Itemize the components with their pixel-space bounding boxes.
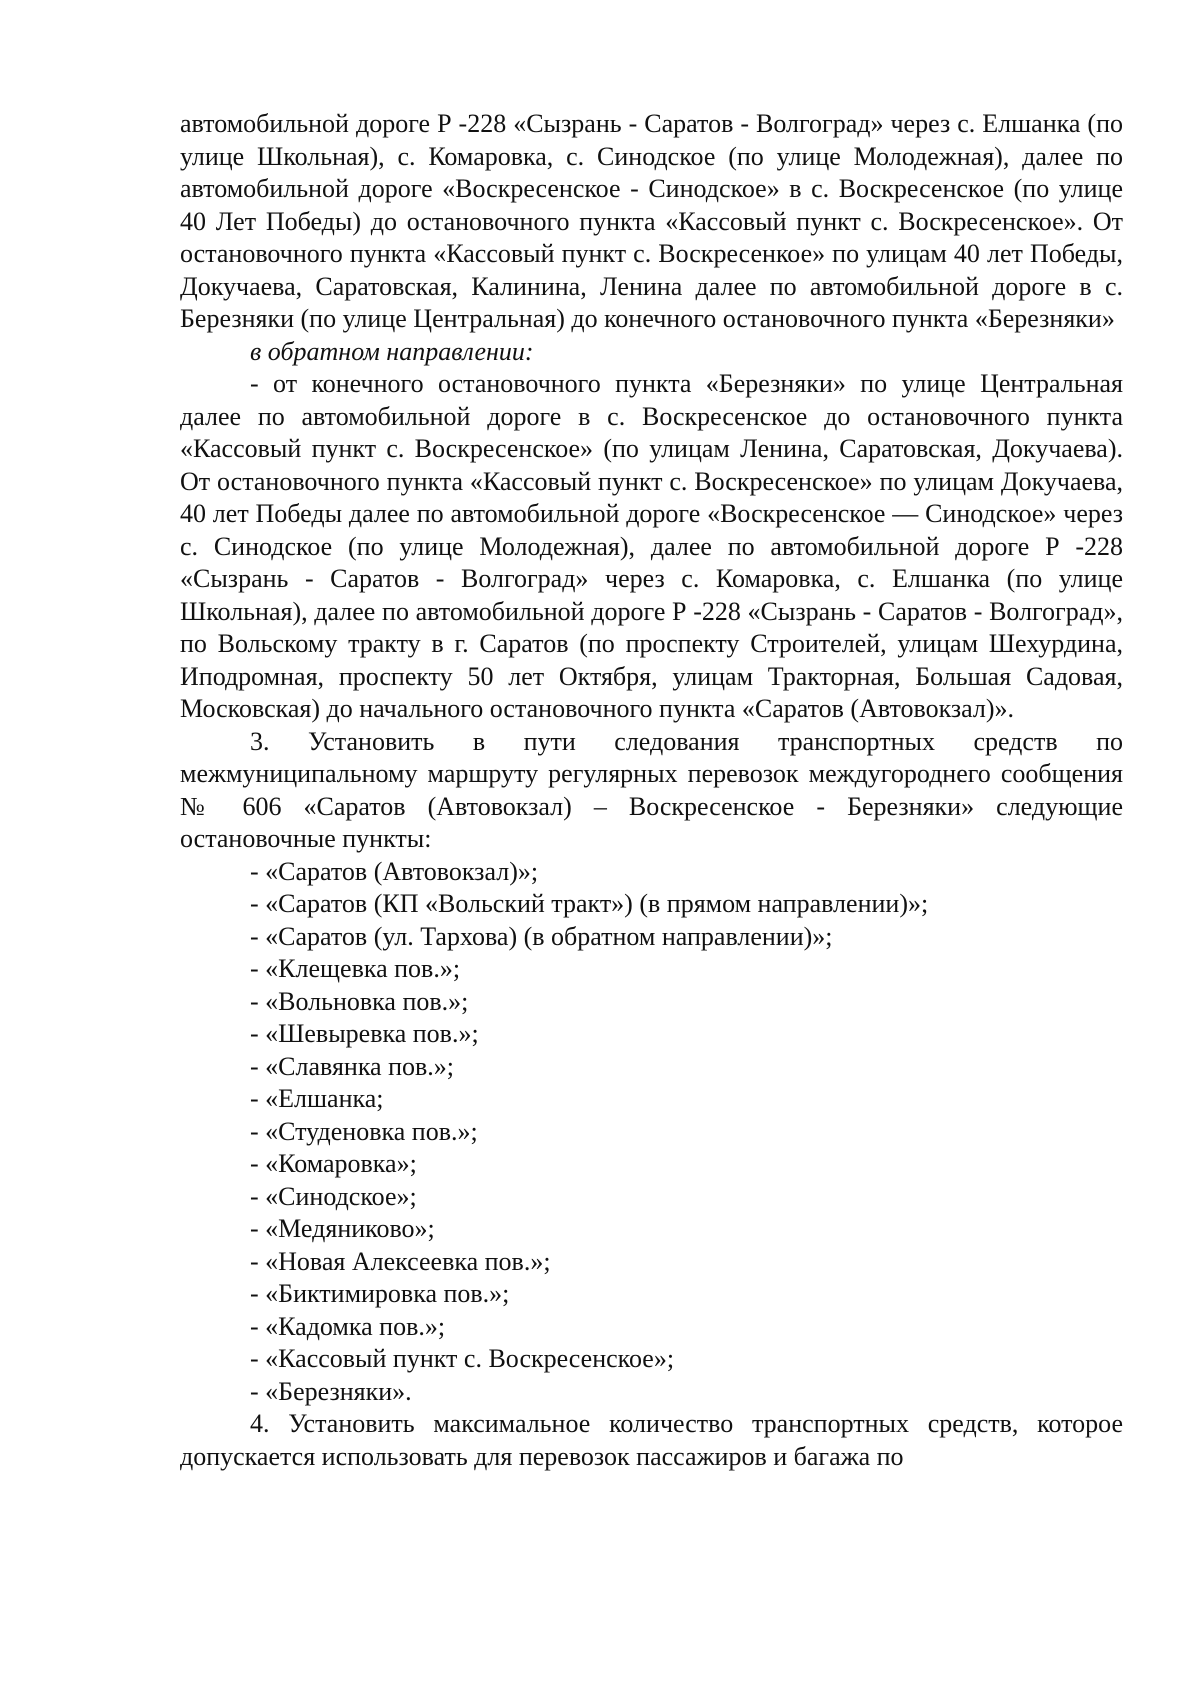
route-forward-paragraph: автомобильной дороге Р -228 «Сызрань - Саратов - Волгоград» через с. Елшанка (по улице Школьная), с. Комаровка, с. Синодское (по улице Молодежная), далее по автомобильной дороге «Воскресенское - Синодское» в с. Воскресенское (по улице 40 Лет Победы) до остановочного пункта «Кассовый пункт с. Воскресенское». От остановочного пункта «Кассовый пункт с. Воскресенкое» по улицам 40 лет Победы, Докучаева, Саратовская, Калинина, Ленина далее по автомобильной дороге в с. Березняки (по улице Центральная) до конечного остановочного пункта «Березняки» — [180, 109, 1123, 333]
stop-item: - «Саратов (ул. Тархова) (в обратном направлении)»; — [250, 921, 833, 951]
stop-item: - «Медяниково»; — [250, 1214, 435, 1243]
reverse-direction-heading: в обратном направлении: — [250, 336, 534, 366]
section-3-paragraph: 3. Установить в пути следования транспортных средств по межмуниципальному маршруту регулярных перевозок междугороднего сообщения № 606 «Саратов (Автовокзал) – Воскресенское - Березняки» следующие остановочные пункты: — [180, 726, 1123, 853]
stop-item: - «Шевыревка пов.»; — [250, 1019, 479, 1048]
stop-item: - «Биктимировка пов.»; — [250, 1279, 510, 1308]
stop-item: - «Славянка пов.»; — [250, 1051, 455, 1081]
section-4-paragraph: 4. Установить максимальное количество транспортных средств, которое допускается использовать для перевозок пассажиров и багажа по — [180, 1409, 1123, 1471]
stop-item: - «Комаровка»; — [250, 1149, 417, 1178]
stop-item: - «Студеновка пов.»; — [250, 1116, 478, 1146]
stop-item: - «Березняки». — [250, 1376, 412, 1406]
stop-item: - «Кассовый пункт с. Воскресенское»; — [250, 1344, 675, 1373]
route-reverse-paragraph: - от конечного остановочного пункта «Березняки» по улице Центральная далее по автомобильной дороге в с. Воскресенское до остановочного пункта «Кассовый пункт с. Воскресенское» (по улицам Ленина, Саратовская, Докучаева). От остановочного пункта «Кассовый пункт с. Воскресенское» по улицам Докучаева, 40 лет Победы далее по автомобильной дороге «Воскресенское — Синодское» через с. Синодское (по улице Молодежная), далее по автомобильной дороге Р -228 «Сызрань - Саратов - Волгоград» через с. Комаровка, с. Елшанка (по улице Школьная), далее по автомобильной дороге Р -228 «Сызрань - Саратов - Волгоград», по Вольскому тракту в г. Саратов (по проспекту Строителей, улицам Шехурдина, Иподромная, проспекту 50 лет Октября, улицам Тракторная, Большая Садовая, Московская) до начального остановочного пункта «Саратов (Автовокзал)». — [180, 369, 1123, 723]
stops-list — [180, 856, 1123, 1409]
stop-item: - «Саратов (КП «Вольский тракт») (в прямом направлении)»; — [250, 889, 929, 918]
document-body — [180, 108, 1123, 1473]
stop-item: - «Саратов (Автовокзал)»; — [250, 856, 539, 886]
stop-item: - «Вольновка пов.»; — [250, 986, 469, 1016]
stop-item: - «Новая Алексеевка пов.»; — [250, 1246, 551, 1276]
stop-item: - «Елшанка; — [250, 1084, 384, 1113]
stop-item: - «Кадомка пов.»; — [250, 1311, 446, 1341]
stop-item: - «Синодское»; — [250, 1181, 417, 1211]
stop-item: - «Клещевка пов.»; — [250, 954, 461, 983]
